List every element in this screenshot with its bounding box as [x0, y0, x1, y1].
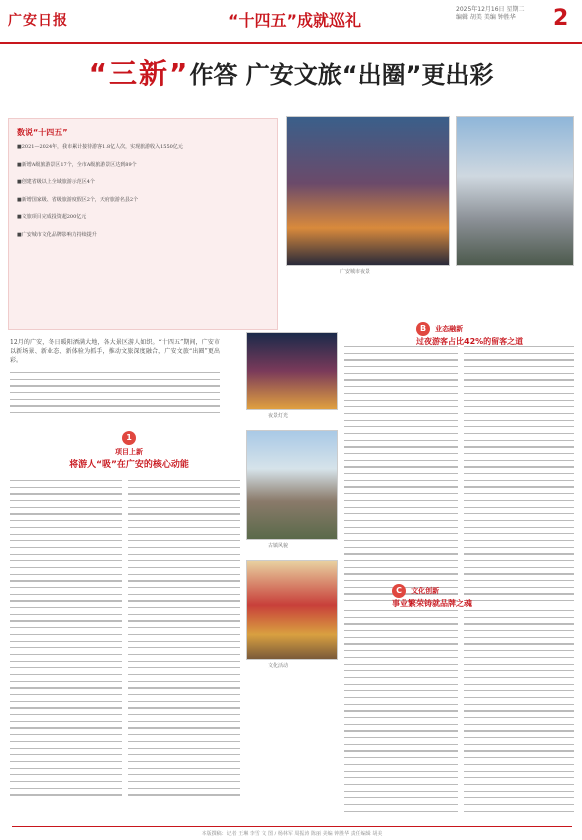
- section-c-subtitle: 文化创新: [411, 587, 440, 595]
- photo-caption: 古镇风貌: [268, 543, 289, 549]
- section-b-title: 过夜游客占比42%的留客之道: [416, 337, 524, 346]
- photo-building: [456, 116, 574, 266]
- section-1-subtitle: 项目上新: [115, 448, 143, 456]
- stats-box: [8, 118, 278, 330]
- stats-item: ■2021—2024年，我市累计接待游客1.8亿人次，实现旅游收入1550亿元: [17, 144, 183, 150]
- section-c-title: 事业繁荣铸就品牌之魂: [392, 599, 472, 608]
- page-number: 2: [553, 6, 569, 31]
- photo-night-scene: [246, 332, 338, 410]
- intro-paragraph: 12月的广安，冬日暖阳洒满大地，各大景区游人如织。“十四五”期间，广安市以新场景、新业态、新体验为抓手，推动文旅深度融合，广安文旅“出圈”更出彩。: [10, 339, 220, 364]
- paper-logo: 广安日报: [8, 13, 68, 29]
- section-1-col-1: [10, 480, 122, 801]
- section-1-title: 将游人“吸”在广安的核心动能: [69, 460, 189, 470]
- section-b-letter: B: [416, 322, 430, 336]
- section-b-col-2: [464, 346, 574, 607]
- stats-box-title: 数说“十四五”: [17, 128, 68, 137]
- headline-quote: “三新”: [88, 57, 190, 90]
- stats-item: ■新增A级旅游景区17个，全市A级旅游景区达到89个: [17, 161, 137, 168]
- stats-item: ■广安城市文化品牌影响力持续提升: [17, 231, 97, 238]
- stats-item: ■文旅项目完成投资超200亿元: [17, 214, 87, 220]
- intro-body: [10, 372, 220, 419]
- headline-rest: 作答 广安文旅“出圈”更出彩: [189, 61, 494, 89]
- section-c-col-2: [464, 610, 574, 817]
- photo-caption: 广安城市夜景: [340, 269, 371, 275]
- date-line: [456, 6, 524, 22]
- issue-date: 2025年12月16日 星期二: [456, 6, 525, 13]
- section-1-number: 1: [44, 425, 214, 445]
- photo-culture-event: [246, 560, 338, 660]
- photo-city-night: [286, 116, 450, 266]
- section-1-header: [44, 425, 214, 470]
- section-1-col-2: [128, 480, 240, 801]
- stats-item: ■新增国家级、省级旅游度假区2个，天府旅游名县2个: [17, 196, 139, 203]
- section-c-letter: C: [392, 584, 406, 598]
- main-headline: [0, 52, 582, 92]
- section-c-col-1: [344, 610, 458, 817]
- section-b-header: [416, 316, 576, 347]
- section-b-subtitle: 业态融新: [435, 325, 464, 333]
- stats-item: ■创建省级以上全域旅游示范区4个: [17, 179, 95, 185]
- page-footer: 本版撰稿：记者 王琳 李雪 文 图 / 杨林军 周振涛 陈丽 美编 钟胜华 责任编辑 胡美: [12, 826, 572, 837]
- editor-line: 编辑 胡美 美编 钟胜华: [456, 14, 516, 21]
- column-kicker: “十四五”成就巡礼: [228, 11, 362, 30]
- photo-ancient-town: [246, 430, 338, 540]
- section-c-header: [392, 578, 502, 609]
- section-b-col-1: [344, 346, 458, 607]
- photo-caption: 夜景灯光: [268, 413, 289, 419]
- photo-caption: 文化活动: [268, 663, 289, 669]
